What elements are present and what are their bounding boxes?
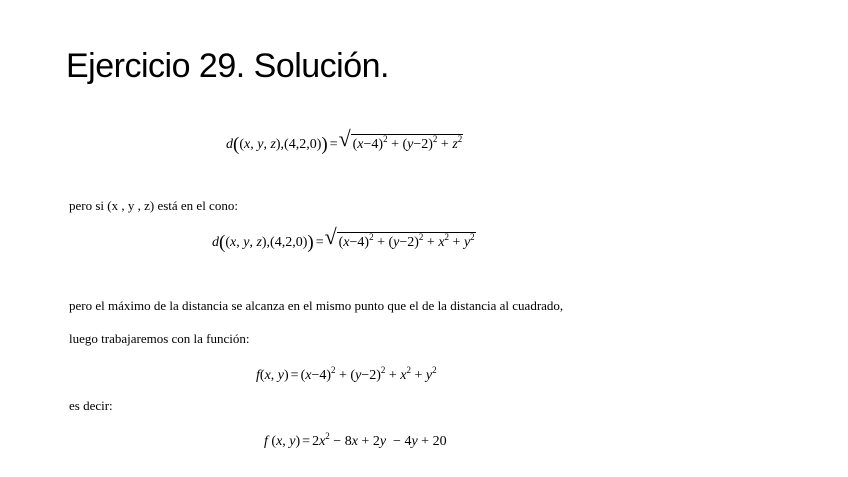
equation-distance-on-cone: d((x, y, z),(4,2,0)) =√ $(x-4)^2 + (y-2)^2 + x^2 + y^2$: [212, 232, 476, 253]
equation-function-expanded: f (x, $y) = 2x^2 - 8x + 2y - 4y + 20$: [264, 431, 447, 449]
equation-function: f(x, $y) = (x-4)^2 + (y-2)^2 + x^2 + y^2$: [256, 365, 437, 383]
text-maximum-distance: pero el máximo de la distancia se alcanza en el mismo punto que el de la distancia al cuadrado,: [69, 298, 564, 313]
equation-distance: d((x, y, z),(4,2,0)) =√ $(x-4)^2 + (y-2)^2 + z^2$: [226, 134, 463, 155]
text-function-intro: luego trabajaremos con la función:: [69, 331, 250, 346]
text-cone-condition: pero si (x , y , z) está en el cono:: [69, 198, 238, 213]
text-es-decir: es decir:: [69, 398, 113, 413]
slide-title: Ejercicio 29. Solución.: [66, 47, 390, 85]
